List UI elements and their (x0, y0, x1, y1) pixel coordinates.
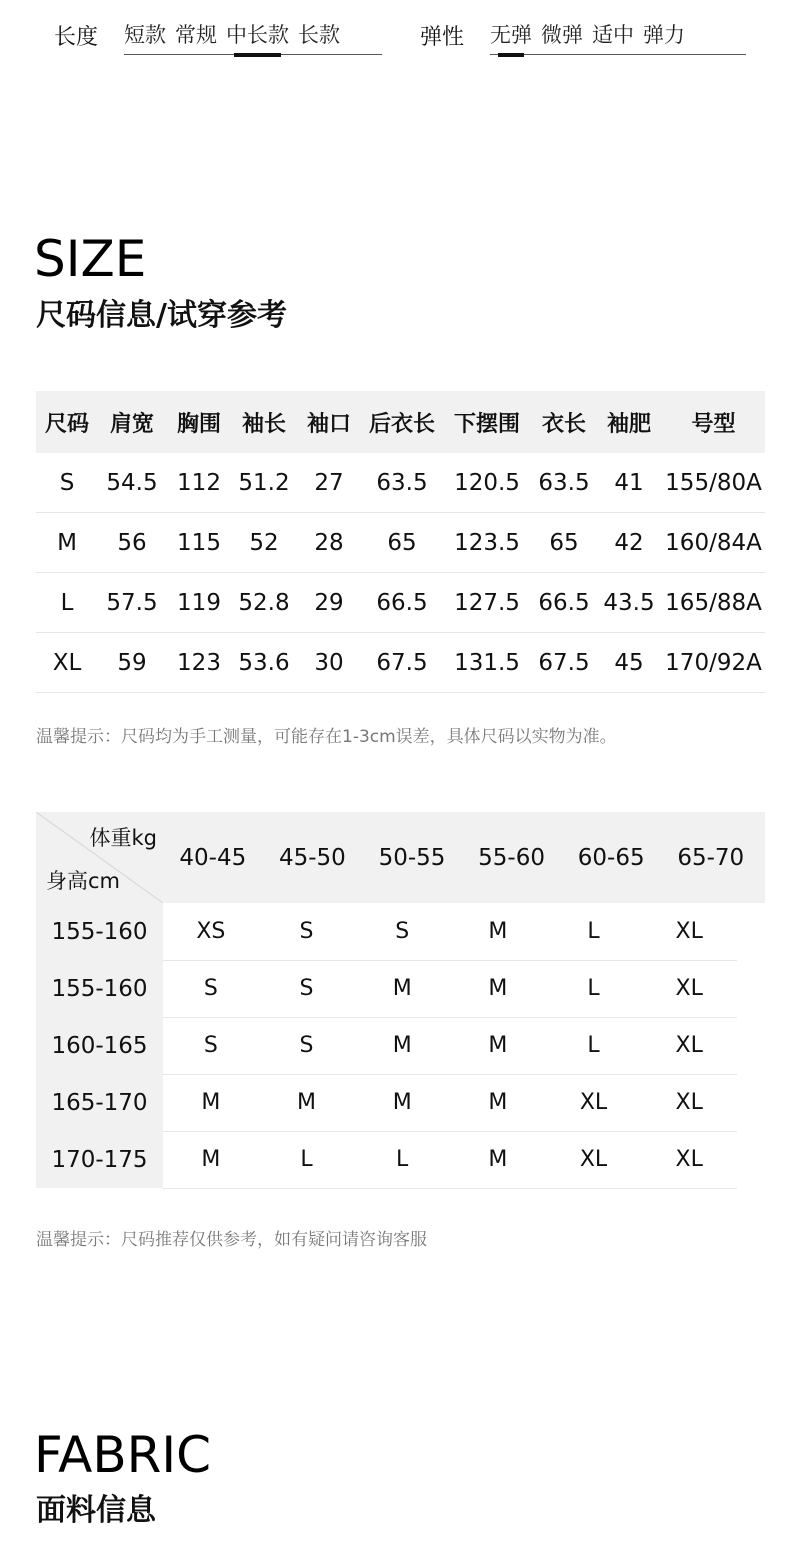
size-value-cell: 65 (387, 529, 417, 556)
recommend-corner-cell (36, 812, 163, 903)
size-note: 温馨提示：尺码均为手工测量，可能存在1-3cm误差，具体尺码以实物为准。 (36, 727, 617, 747)
recommended-size-cell: M (488, 1032, 508, 1058)
weight-range-header: 60-65 (577, 844, 645, 871)
recommend-size-cells (163, 1017, 737, 1075)
table-row (36, 633, 765, 693)
size-value-cell: 51.2 (238, 469, 290, 496)
recommended-size-cell: XL (675, 918, 703, 944)
recommend-size-cells (163, 960, 737, 1018)
recommended-size-cell: M (392, 1089, 412, 1115)
table-row (36, 903, 765, 960)
recommended-size-cell: L (396, 1146, 409, 1172)
size-value-cell: 66.5 (538, 589, 590, 616)
length-options (124, 14, 382, 55)
size-header-cell: 肩宽 (109, 411, 154, 437)
size-value-cell: 127.5 (454, 589, 520, 616)
elasticity-label: 弹性 (420, 25, 465, 50)
elasticity-option[interactable]: 微弹 (541, 23, 583, 47)
table-row (36, 453, 765, 513)
size-header-cell: 下摆围 (453, 411, 520, 437)
weight-range-header: 65-70 (677, 844, 745, 871)
height-range-cell: 155-160 (36, 903, 163, 960)
size-header-cell: 袖肥 (606, 411, 651, 437)
fabric-title-en: FABRIC (34, 1426, 212, 1484)
table-row (36, 1131, 765, 1188)
size-value-cell: 57.5 (106, 589, 158, 616)
size-title-cn: 尺码信息/试穿参考 (36, 298, 287, 333)
recommended-size-cell: XL (579, 1146, 608, 1172)
recommended-size-cell: S (299, 1032, 314, 1058)
size-value-cell: 29 (314, 589, 344, 616)
size-header-cell: 袖口 (306, 411, 351, 437)
recommend-size-cells (163, 1131, 737, 1189)
weight-range-header: 55-60 (478, 844, 545, 871)
size-value-cell: 28 (314, 529, 344, 556)
fabric-title-cn: 面料信息 (36, 1493, 156, 1528)
size-value-cell: 131.5 (454, 649, 520, 676)
size-title-en: SIZE (34, 230, 147, 288)
table-row (36, 1017, 765, 1074)
length-attribute (54, 14, 384, 58)
size-header-cell: 衣长 (541, 411, 586, 437)
weight-range-header: 45-50 (278, 844, 346, 871)
size-value-cell: 30 (314, 649, 344, 676)
recommended-size-cell: M (297, 1089, 316, 1115)
size-header-cell: 尺码 (44, 411, 89, 437)
recommend-note: 温馨提示：尺码推荐仅供参考，如有疑问请咨询客服 (36, 1230, 427, 1250)
size-value-cell: 112 (177, 469, 221, 496)
size-value-cell: 67.5 (538, 649, 590, 676)
recommended-size-cell: S (203, 1032, 218, 1058)
size-value-cell: 165/88A (665, 589, 762, 616)
size-value-cell: 160/84A (665, 529, 762, 556)
height-range-cell: 160-165 (36, 1017, 163, 1074)
recommended-size-cell: XS (196, 918, 226, 944)
size-value-cell: 67.5 (376, 649, 428, 676)
size-value-cell: 54.5 (106, 469, 158, 496)
size-value-cell: 120.5 (454, 469, 520, 496)
size-value-cell: 170/92A (665, 649, 762, 676)
size-value-cell: 56 (117, 529, 147, 556)
length-option[interactable]: 短款 (124, 23, 166, 47)
recommended-size-cell: M (488, 918, 508, 944)
size-label-cell: S (59, 469, 75, 496)
length-option[interactable]: 中长款 (226, 14, 289, 54)
height-range-cell: 165-170 (36, 1074, 163, 1131)
recommended-size-cell: L (587, 918, 600, 944)
recommended-size-cell: S (203, 975, 218, 1001)
recommended-size-cell: M (201, 1089, 221, 1115)
size-value-cell: 65 (549, 529, 579, 556)
size-table (36, 391, 765, 693)
size-value-cell: 43.5 (603, 589, 655, 616)
recommend-size-cells (163, 1074, 737, 1132)
recommend-table-header (36, 812, 765, 903)
recommended-size-cell: S (395, 918, 410, 944)
size-header-cell: 后衣长 (368, 411, 435, 437)
recommended-size-cell: L (587, 1032, 600, 1058)
elasticity-option[interactable]: 适中 (592, 23, 634, 47)
size-value-cell: 123 (177, 649, 221, 676)
elasticity-option[interactable]: 无弹 (490, 14, 532, 54)
size-value-cell: 155/80A (665, 469, 762, 496)
recommended-size-cell: XL (675, 975, 703, 1001)
size-table-header (36, 391, 765, 453)
table-row (36, 573, 765, 633)
size-value-cell: 115 (177, 529, 221, 556)
size-value-cell: 53.6 (238, 649, 290, 676)
size-value-cell: 52 (249, 529, 279, 556)
size-value-cell: 66.5 (376, 589, 428, 616)
elasticity-options (490, 14, 746, 55)
size-value-cell: 63.5 (376, 469, 428, 496)
recommended-size-cell: XL (579, 1089, 608, 1115)
size-value-cell: 41 (614, 469, 644, 496)
size-value-cell: 42 (614, 529, 644, 556)
height-range-cell: 155-160 (36, 960, 163, 1017)
size-value-cell: 123.5 (454, 529, 520, 556)
recommended-size-cell: XL (675, 1089, 703, 1115)
height-axis-label: 身高cm (46, 869, 121, 893)
recommended-size-cell: M (488, 975, 508, 1001)
weight-range-header: 40-45 (179, 844, 247, 871)
height-range-cell: 170-175 (36, 1131, 163, 1188)
recommended-size-cell: XL (675, 1032, 703, 1058)
recommended-size-cell: M (201, 1146, 221, 1172)
size-value-cell: 27 (314, 469, 344, 496)
length-label: 长度 (54, 25, 99, 50)
size-label-cell: XL (52, 649, 82, 676)
size-value-cell: 119 (177, 589, 221, 616)
weight-range-header: 50-55 (378, 844, 446, 871)
table-row (36, 1074, 765, 1131)
length-option[interactable]: 长款 (298, 23, 340, 47)
recommended-size-cell: M (392, 1032, 412, 1058)
recommend-size-cells (163, 903, 737, 961)
size-value-cell: 52.8 (238, 589, 290, 616)
size-recommend-table (36, 812, 765, 1188)
recommended-size-cell: L (587, 975, 600, 1001)
recommended-size-cell: S (299, 975, 314, 1001)
recommended-size-cell: M (392, 975, 412, 1001)
size-header-cell: 袖长 (241, 411, 286, 437)
recommended-size-cell: XL (675, 1146, 703, 1172)
recommended-size-cell: S (299, 918, 314, 944)
recommended-size-cell: L (300, 1146, 313, 1172)
elasticity-option[interactable]: 弹力 (643, 23, 685, 47)
table-row (36, 960, 765, 1017)
size-header-cell: 胸围 (176, 411, 221, 437)
table-row (36, 513, 765, 573)
weight-axis-label: 体重kg (89, 826, 157, 850)
size-header-cell: 号型 (691, 411, 736, 437)
elasticity-attribute (420, 14, 750, 58)
size-value-cell: 63.5 (538, 469, 590, 496)
size-label-cell: L (60, 589, 74, 616)
recommended-size-cell: M (488, 1146, 508, 1172)
recommended-size-cell: M (488, 1089, 508, 1115)
size-value-cell: 45 (614, 649, 644, 676)
size-label-cell: M (57, 529, 77, 556)
weight-range-headers (163, 812, 765, 903)
length-option[interactable]: 常规 (175, 23, 217, 47)
size-value-cell: 59 (117, 649, 147, 676)
